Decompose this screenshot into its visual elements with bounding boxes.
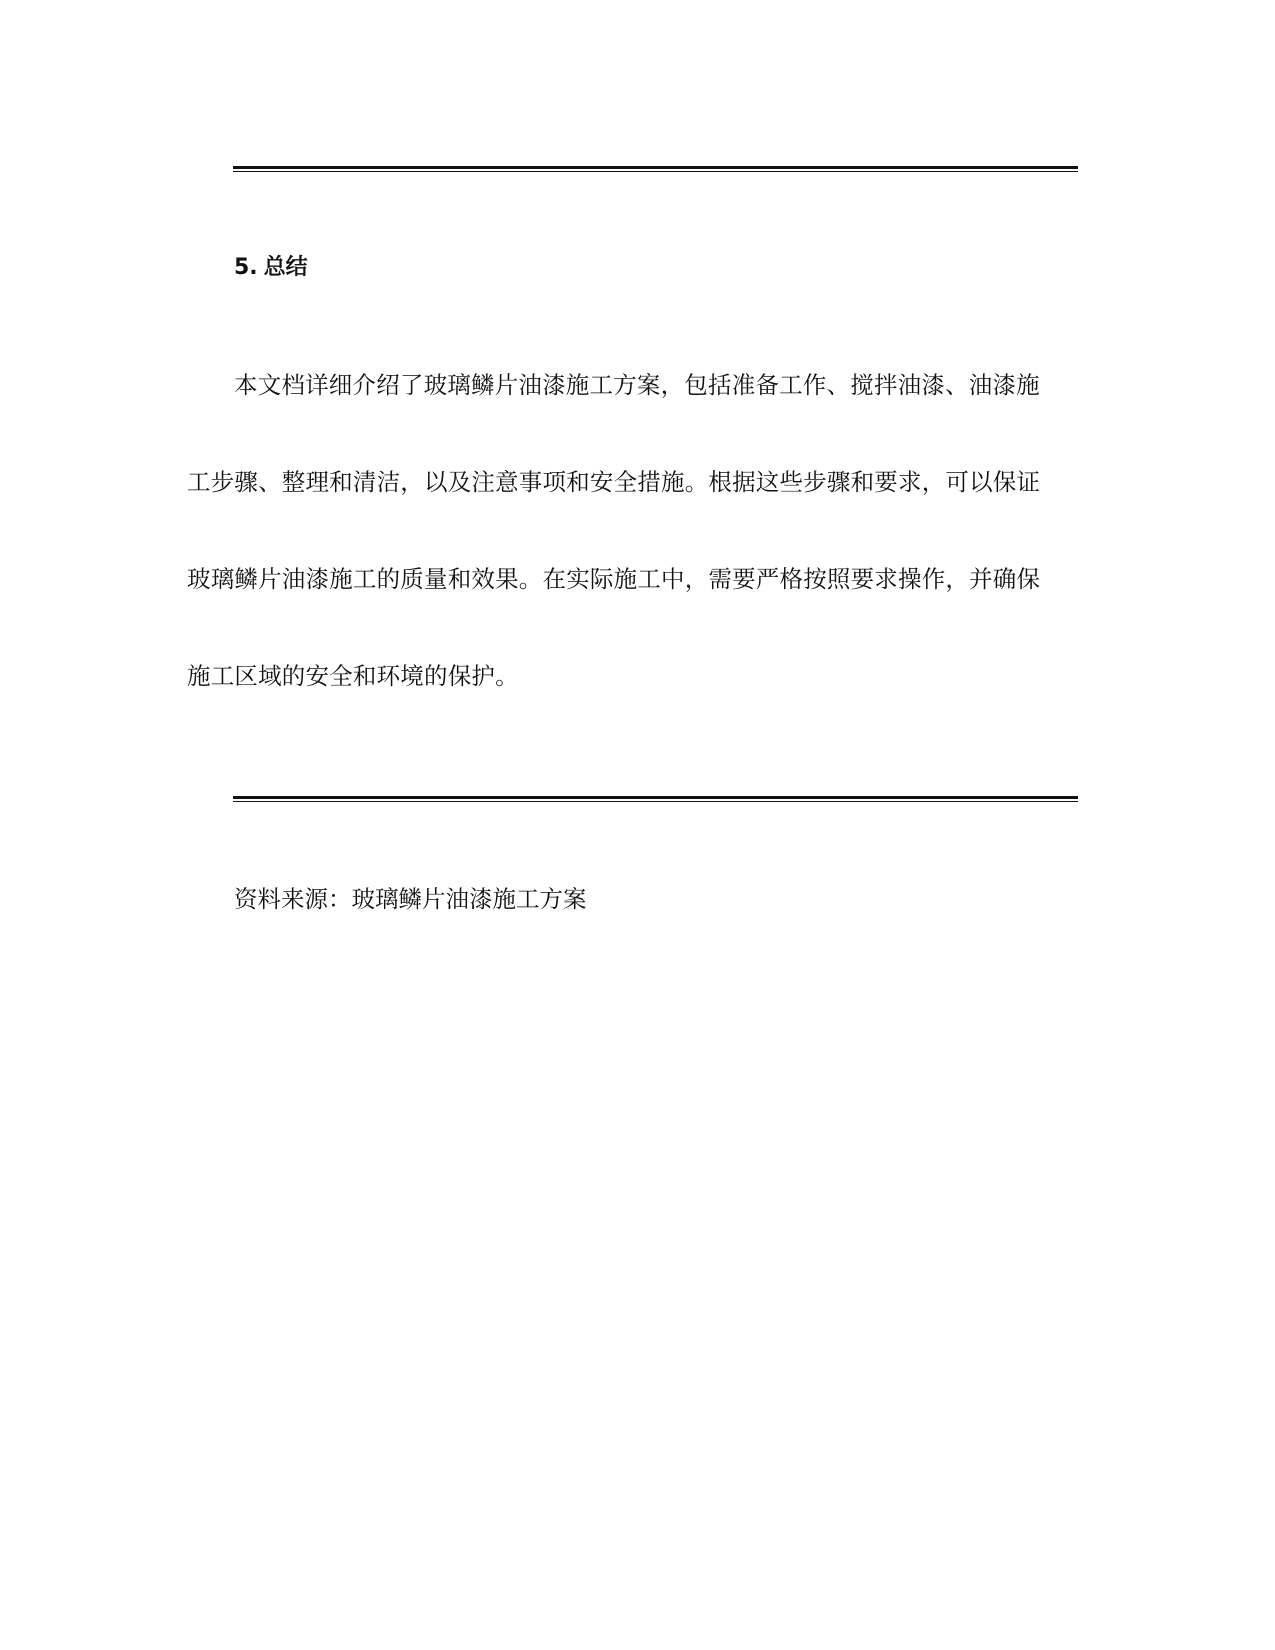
section-number: 5. [234,255,258,280]
summary-line: 玻璃鳞片油漆施工的质量和效果。在实际施工中，需要严格按照要求操作，并确保 [187,565,1041,593]
top-divider [233,166,1078,172]
summary-line: 工步骤、整理和清洁，以及注意事项和安全措施。根据这些步骤和要求，可以保证 [187,468,1041,496]
section-heading [234,252,308,284]
source-value: 玻璃鳞片油漆施工方案 [351,885,587,913]
source-label: 资料来源： [234,885,352,913]
summary-line: 本文档详细介绍了玻璃鳞片油漆施工方案，包括准备工作、搅拌油漆、油漆施 [234,371,1040,399]
summary-paragraph [187,365,1080,753]
summary-line: 施工区域的安全和环境的保护。 [187,662,519,690]
source-citation [234,879,587,919]
bottom-divider [233,796,1078,802]
section-title: 总结 [263,255,308,280]
